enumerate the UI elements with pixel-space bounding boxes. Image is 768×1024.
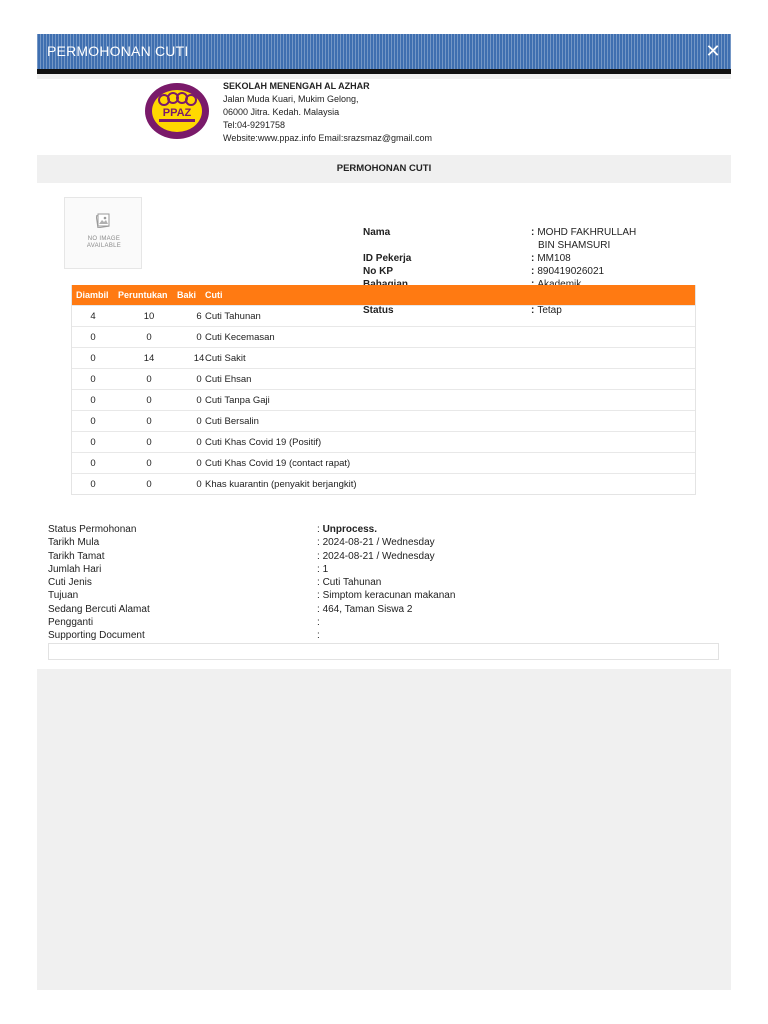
nama-value: : MOHD FAKHRULLAH BIN SHAMSURI [531,227,637,251]
id-pekerja-label: ID Pekerja [363,253,412,264]
school-address-line-1: Jalan Muda Kuari, Mukim Gelong, [223,94,359,104]
header-peruntukan: Peruntukan [118,290,168,300]
table-row: 0 0 0 Cuti Kecemasan [72,326,695,347]
table-row: 0 0 0 Cuti Bersalin [72,410,695,431]
detail-tujuan: Tujuan : Simptom keracunan makanan [48,590,456,602]
detail-supporting-document: Supporting Document : [48,630,320,642]
no-image-text-2: AVAILABLE [86,243,122,249]
school-name: SEKOLAH MENENGAH AL AZHAR [223,81,370,91]
modal-content [37,79,731,669]
no-image-text-1: NO IMAGE [87,236,121,242]
table-row: 0 0 0 Cuti Khas Covid 19 (Positif) [72,431,695,452]
table-header [72,285,695,305]
modal-title: PERMOHONAN CUTI [47,43,189,59]
school-info [223,80,432,145]
table-row: 4 10 6 Cuti Tahunan [72,305,695,326]
school-phone: Tel:04-9291758 [223,120,286,130]
detail-cuti-jenis: Cuti Jenis : Cuti Tahunan [48,577,382,589]
nama-value-line-2: BIN SHAMSURI [538,240,611,251]
table-row: 0 0 0 Cuti Khas Covid 19 (contact rapat) [72,452,695,473]
employee-photo-placeholder [64,197,142,269]
status-label: Status [363,305,394,316]
svg-text:PPAZ: PPAZ [162,107,192,119]
school-website-email: Website:www.ppaz.info Email:srazsmaz@gmail.com [223,133,433,143]
no-kp-value: : 890419026021 [531,266,605,277]
section-title: PERMOHONAN CUTI [37,155,731,183]
table-row: 0 0 0 Khas kuarantin (penyakit berjangkit) [72,473,695,494]
no-kp-label: No KP [363,266,393,277]
table-row: 0 0 0 Cuti Tanpa Gaji [72,389,695,410]
detail-tarikh-tamat: Tarikh Tamat : 2024-08-21 / Wednesday [48,550,435,562]
leave-application-modal [37,34,731,990]
detail-tarikh-mula: Tarikh Mula : 2024-08-21 / Wednesday [48,537,435,549]
table-row: 0 0 0 Cuti Ehsan [72,368,695,389]
school-logo [144,82,210,140]
application-details [48,523,718,643]
detail-alamat: Sedang Bercuti Alamat : 464, Taman Siswa 2 [48,603,413,615]
detail-pengganti: Pengganti : [48,617,320,629]
nama-value-line-1: MOHD FAKHRULLAH [537,227,637,238]
leave-balance-table [71,285,696,495]
header-baki: Baki [177,290,197,300]
school-address-line-2: 06000 Jitra. Kedah. Malaysia [223,107,340,117]
close-icon[interactable]: ✕ [705,41,721,61]
nama-label: Nama [363,227,391,238]
table-row: 0 14 14 Cuti Sakit [72,347,695,368]
supporting-document-area [48,643,719,660]
detail-status: Status Permohonan : Unprocess. [48,524,378,535]
status-value: : Tetap [531,305,562,316]
modal-titlebar [37,34,731,74]
header-diambil: Diambil [76,290,109,300]
image-placeholder-icon [96,212,110,228]
header-cuti: Cuti [205,290,223,300]
status-permohonan-value: Unprocess. [322,524,378,535]
detail-jumlah-hari: Jumlah Hari : 1 [48,563,329,575]
id-pekerja-value: : MM108 [531,253,571,264]
